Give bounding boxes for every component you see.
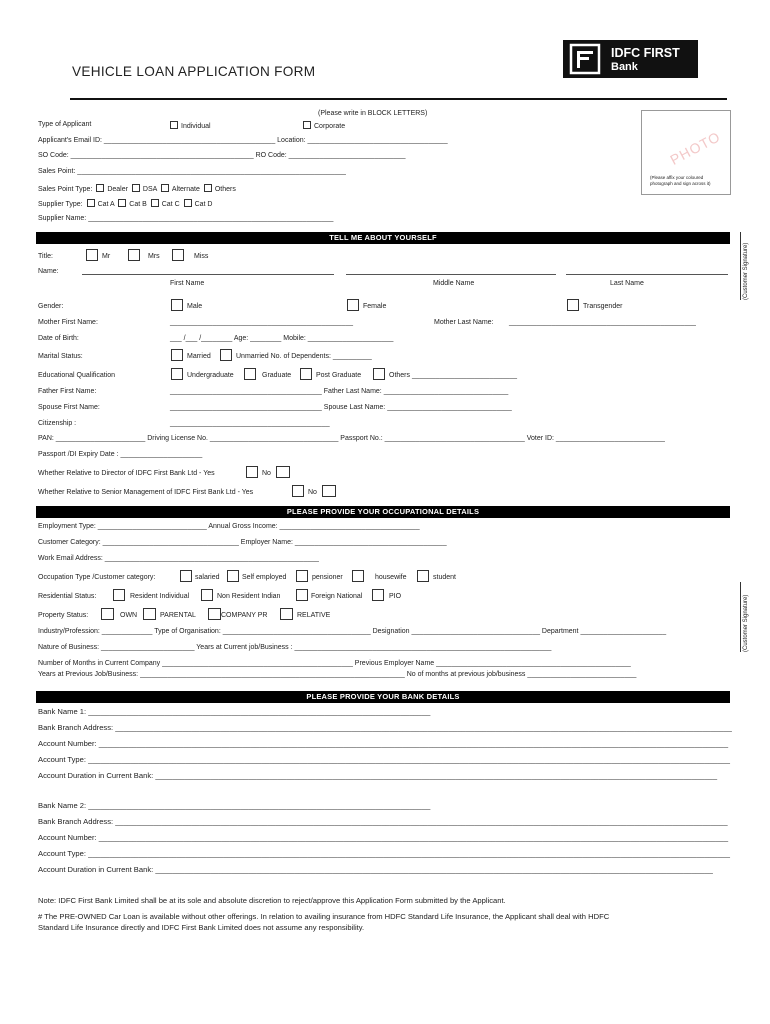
pensioner-label: pensioner xyxy=(312,574,343,581)
customer-category-employer-row[interactable]: Customer Category: ___________________________________ Employer Name: _______________________________________ xyxy=(38,539,447,546)
undergraduate-label: Undergraduate xyxy=(187,372,234,379)
supplier-type-row: Supplier Type: Cat A Cat B Cat C Cat D xyxy=(38,201,213,208)
pan-license-passport-row[interactable]: PAN: _______________________ Driving License No. _________________________________ Passport No.: ____________________________________ Voter ID: ____________________________ xyxy=(38,435,665,442)
own-label: OWN xyxy=(120,612,138,619)
male-label: Male xyxy=(187,303,203,310)
mr-checkbox[interactable] xyxy=(86,249,98,261)
own-checkbox[interactable] xyxy=(101,608,114,620)
resident-individual-label: Resident Individual xyxy=(130,593,190,600)
pio-label: PIO xyxy=(389,593,402,600)
others-checkbox[interactable] xyxy=(204,184,212,192)
mother-first-name-label: Mother First Name: xyxy=(38,319,98,326)
passport-expiry-row[interactable]: Passport /DI Expiry Date : _____________________ xyxy=(38,451,203,458)
graduate-checkbox[interactable] xyxy=(244,368,256,380)
citizenship-input[interactable]: _________________________________________ xyxy=(170,420,330,427)
dealer-checkbox[interactable] xyxy=(96,184,104,192)
work-email-row[interactable]: Work Email Address: _______________________________________________________ xyxy=(38,555,319,562)
spouse-name-row[interactable]: _______________________________________ Spouse Last Name: ________________________________ xyxy=(170,404,512,411)
relative-senior-no-label: No xyxy=(308,489,317,496)
mother-last-name-label: Mother Last Name: xyxy=(434,319,494,326)
relative-senior-yes-checkbox[interactable] xyxy=(292,485,304,497)
company-pr-label: COMPANY PR xyxy=(221,612,268,619)
bank-branch-2-row[interactable]: Bank Branch Address: _________________________________________________________________________________________________________________________________________________ xyxy=(38,817,728,826)
section-about-header: TELL ME ABOUT YOURSELF xyxy=(36,232,730,244)
resident-individual-checkbox[interactable] xyxy=(113,589,125,601)
note-preowned-line1: # The PRE-OWNED Car Loan is available without other offerings. In relation to availing insurance from HDFC Standard Life Insurance, the Applicant shall deal with HDFC xyxy=(38,912,610,921)
relative-label: RELATIVE xyxy=(297,612,331,619)
relative-director-no-checkbox[interactable] xyxy=(276,466,290,478)
others-edu-row[interactable]: Others ___________________________ xyxy=(389,372,518,379)
alternate-checkbox[interactable] xyxy=(161,184,169,192)
industry-designation-row[interactable]: Industry/Profession: _____________ Type of Organisation: ______________________________________ Designation _________________________________ Department ______________________ xyxy=(38,628,667,635)
signature-line-2 xyxy=(740,582,741,652)
post-graduate-checkbox[interactable] xyxy=(300,368,312,380)
email-location-row[interactable]: Applicant's Email ID: ____________________________________________ Location: ____________________________________ xyxy=(38,137,448,144)
type-of-applicant-label: Type of Applicant xyxy=(38,121,92,128)
signature-line-1 xyxy=(740,232,741,300)
foreign-national-label: Foreign National xyxy=(311,593,363,600)
cat-a-checkbox[interactable] xyxy=(87,199,95,207)
mr-label: Mr xyxy=(102,253,111,260)
note-discretion: Note: IDFC First Bank Limited shall be at its sole and absolute discretion to reject/approve this Application Form submitted by the Applicant. xyxy=(38,896,506,905)
supplier-name-row[interactable]: Supplier Name: _______________________________________________________________ xyxy=(38,215,334,222)
nature-of-business-row[interactable]: Nature of Business: ________________________ Years at Current job/Business : __________________________________________________________________ xyxy=(38,644,552,651)
property-status-label: Property Status: xyxy=(38,612,89,619)
married-label: Married xyxy=(187,353,211,360)
post-graduate-label: Post Graduate xyxy=(316,372,362,379)
section-occupation-header: PLEASE PROVIDE YOUR OCCUPATIONAL DETAILS xyxy=(36,506,730,518)
months-current-company-row[interactable]: Number of Months in Current Company _________________________________________________ Previous Employer Name __________________________________________________ xyxy=(38,660,631,667)
female-label: Female xyxy=(363,303,387,310)
housewife-label: housewife xyxy=(375,574,407,581)
account-number-2-row[interactable]: Account Number: _____________________________________________________________________________________________________________________________________________________ xyxy=(38,833,729,842)
photo-instruction-2: photograph and sign across it) xyxy=(650,181,711,186)
student-checkbox[interactable] xyxy=(417,570,429,582)
married-checkbox[interactable] xyxy=(171,349,183,361)
nri-checkbox[interactable] xyxy=(201,589,213,601)
photo-instruction-1: (Please affix your coloured xyxy=(650,175,704,180)
name-label: Name: xyxy=(38,268,59,275)
male-checkbox[interactable] xyxy=(171,299,183,311)
pio-checkbox[interactable] xyxy=(372,589,384,601)
unmarried-dependents-row[interactable]: Unmarried No. of Dependents: __________ xyxy=(236,353,372,360)
section-bank-header: PLEASE PROVIDE YOUR BANK DETAILS xyxy=(36,691,730,703)
title-label: Title: xyxy=(38,253,53,260)
gender-label: Gender: xyxy=(38,303,64,310)
unmarried-checkbox[interactable] xyxy=(220,349,232,361)
corporate-checkbox[interactable] xyxy=(303,121,311,129)
last-name-caption: Last Name xyxy=(610,280,644,287)
sales-point-row[interactable]: Sales Point: _____________________________________________________________________ xyxy=(38,168,346,175)
citizenship-label: Citizenship : xyxy=(38,420,77,427)
account-duration-2-row[interactable]: Account Duration in Current Bank: ____________________________________________________________________________________________________________________________________ xyxy=(38,865,713,874)
relative-senior-label: Whether Relative to Senior Management of IDFC First Bank Ltd - Yes xyxy=(38,489,254,496)
father-name-row[interactable]: _______________________________________ Father Last Name: ________________________________ xyxy=(170,388,509,395)
relative-director-label: Whether Relative to Director of IDFC First Bank Ltd - Yes xyxy=(38,470,215,477)
salaried-label: salaried xyxy=(195,574,220,581)
relative-senior-no-checkbox[interactable] xyxy=(322,485,336,497)
relative-director-no-label: No xyxy=(262,470,271,477)
customer-signature-2: (Customer Signature) xyxy=(743,594,749,652)
mother-first-name-input[interactable]: _______________________________________________ xyxy=(170,319,353,326)
cat-c-checkbox[interactable] xyxy=(151,199,159,207)
female-checkbox[interactable] xyxy=(347,299,359,311)
employment-income-row[interactable]: Employment Type: ____________________________ Annual Gross Income: ____________________________________ xyxy=(38,523,420,530)
transgender-checkbox[interactable] xyxy=(567,299,579,311)
block-letters-note: (Please write in BLOCK LETTERS) xyxy=(318,110,428,117)
middle-name-input[interactable] xyxy=(346,274,556,275)
individual-option[interactable]: Individual xyxy=(170,121,211,130)
note-preowned-line2: Standard Life Insurance directly and IDFC First Bank Limited does not assume any responsibility. xyxy=(38,923,365,932)
self-employed-checkbox[interactable] xyxy=(227,570,239,582)
mrs-label: Mrs xyxy=(148,253,160,260)
pensioner-checkbox[interactable] xyxy=(296,570,308,582)
foreign-national-checkbox[interactable] xyxy=(296,589,308,601)
company-pr-checkbox[interactable] xyxy=(208,608,221,620)
bank-name-1-row[interactable]: Bank Name 1: _________________________________________________________________________________ xyxy=(38,707,431,716)
occupation-type-label: Occupation Type /Customer category: xyxy=(38,574,156,581)
salaried-checkbox[interactable] xyxy=(180,570,192,582)
mother-last-name-input[interactable]: ________________________________________________ xyxy=(509,319,696,326)
individual-checkbox[interactable] xyxy=(170,121,178,129)
photo-box[interactable] xyxy=(641,110,731,195)
undergraduate-checkbox[interactable] xyxy=(171,368,183,380)
bank-logo xyxy=(563,40,698,78)
miss-checkbox[interactable] xyxy=(172,249,184,261)
form-title: VEHICLE LOAN APPLICATION FORM xyxy=(72,64,316,79)
corporate-option[interactable]: Corporate xyxy=(303,121,345,130)
title-divider xyxy=(70,98,727,100)
years-previous-job-row[interactable]: Years at Previous Job/Business: ____________________________________________________________________ No of months at previous job/business ____________________________ xyxy=(38,671,637,678)
first-name-caption: First Name xyxy=(170,280,205,287)
account-type-2-row[interactable]: Account Type: ________________________________________________________________________________________________________________________________________________________ xyxy=(38,849,731,858)
account-type-1-row[interactable]: Account Type: ________________________________________________________________________________________________________________________________________________________ xyxy=(38,755,731,764)
bank-name-2-row[interactable]: Bank Name 2: _________________________________________________________________________________ xyxy=(38,801,431,810)
father-first-name-label: Father First Name: xyxy=(38,388,97,395)
account-number-1-row[interactable]: Account Number: _____________________________________________________________________________________________________________________________________________________ xyxy=(38,739,729,748)
relative-director-yes-checkbox[interactable] xyxy=(246,466,258,478)
residential-status-label: Residential Status: xyxy=(38,593,97,600)
photo-stamp: PHOTO xyxy=(667,128,724,168)
graduate-label: Graduate xyxy=(262,372,292,379)
parental-checkbox[interactable] xyxy=(143,608,156,620)
dob-label: Date of Birth: xyxy=(38,335,79,342)
first-name-input[interactable] xyxy=(82,274,334,275)
sales-point-type-row: Sales Point Type: Dealer DSA Alternate Others xyxy=(38,186,236,193)
parental-label: PARENTAL xyxy=(160,612,196,619)
relative-checkbox[interactable] xyxy=(280,608,293,620)
student-label: student xyxy=(433,574,456,581)
bank-branch-1-row[interactable]: Bank Branch Address: __________________________________________________________________________________________________________________________________________________ xyxy=(38,723,732,732)
cat-d-checkbox[interactable] xyxy=(184,199,192,207)
marital-status-label: Marital Status: xyxy=(38,353,83,360)
last-name-input[interactable] xyxy=(566,274,728,275)
spouse-first-name-label: Spouse First Name: xyxy=(38,404,100,411)
housewife-checkbox[interactable] xyxy=(352,570,364,582)
middle-name-caption: Middle Name xyxy=(433,280,475,287)
miss-label: Miss xyxy=(194,253,209,260)
logo-line2: Bank xyxy=(611,61,638,73)
dsa-checkbox[interactable] xyxy=(132,184,140,192)
nri-label: Non Resident Indian xyxy=(217,593,281,600)
mrs-checkbox[interactable] xyxy=(128,249,140,261)
transgender-label: Transgender xyxy=(583,303,623,310)
idfc-logo-icon xyxy=(567,40,607,78)
cat-b-checkbox[interactable] xyxy=(118,199,126,207)
so-ro-code-row[interactable]: SO Code: _______________________________________________ RO Code: ______________________________ xyxy=(38,152,406,159)
self-employed-label: Self employed xyxy=(242,574,287,581)
customer-signature-1: (Customer Signature) xyxy=(743,242,749,300)
account-duration-1-row[interactable]: Account Duration in Current Bank: _____________________________________________________________________________________________________________________________________ xyxy=(38,771,718,780)
education-label: Educational Qualification xyxy=(38,372,116,379)
logo-line1: IDFC FIRST xyxy=(611,46,680,60)
others-edu-checkbox[interactable] xyxy=(373,368,385,380)
dob-age-mobile-row[interactable]: ___ /___ /________ Age: ________ Mobile: ______________________ xyxy=(170,335,394,342)
